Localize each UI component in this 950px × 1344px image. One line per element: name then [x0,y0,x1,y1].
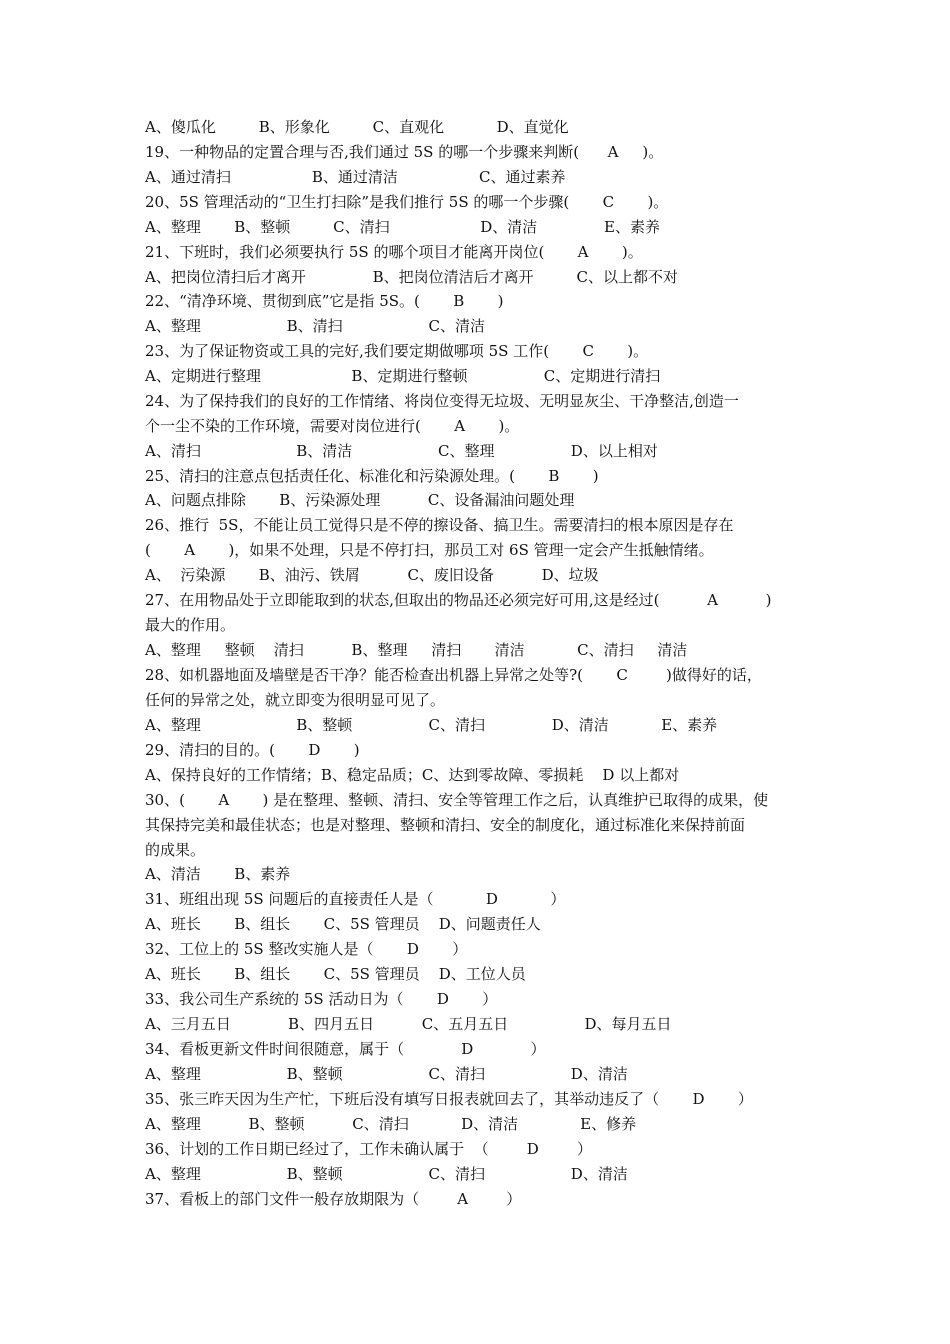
text-line: 33、我公司生产系统的 5S 活动日为（ D ） [145,990,498,1008]
text-line: 19、一种物品的定置合理与否,我们通过 5S 的哪一个步骤来判断( A )。 [145,143,664,161]
text-line: 36、计划的工作日期已经过了，工作未确认属于 （ D ） [145,1140,592,1158]
text-line: 23、为了保证物资或工具的完好,我们要定期做哪项 5S 工作( C )。 [145,342,649,360]
text-line: A、班长 B、组长 C、5S 管理员 D、工位人员 [145,965,526,983]
text-line: A、整理 B、整顿 C、清扫 D、清洁 E、素养 [145,716,718,734]
text-line: A、整理 B、整顿 C、清扫 D、清洁 [145,1165,628,1183]
text-line: A、整理 B、清扫 C、清洁 [145,317,485,335]
text-line: A、傻瓜化 B、形象化 C、直观化 D、直觉化 [145,118,569,136]
text-line: 21、下班时，我们必须要执行 5S 的哪个项目才能离开岗位( A )。 [145,243,643,261]
text-line: A、清洁 B、素养 [145,865,291,883]
text-line: 32、工位上的 5S 整改实施人是（ D ） [145,940,468,958]
text-line: A、把岗位清扫后才离开 B、把岗位清洁后才离开 C、以上都不对 [145,268,679,286]
text-line: A、定期进行整理 B、定期进行整顿 C、定期进行清扫 [145,367,661,385]
text-line: 25、清扫的注意点包括责任化、标准化和污染源处理。( B ) [145,467,599,485]
text-line: 30、( A ) 是在整理、整顿、清扫、安全等管理工作之后，认真维护已取得的成果，使 [145,791,769,809]
text-line: A、整理 B、整顿 C、清扫 D、清洁 E、修养 [145,1115,637,1133]
text-line: 34、看板更新文件时间很随意，属于（ D ） [145,1040,546,1058]
text-line: 其保持完美和最佳状态；也是对整理、整顿和清扫、安全的制度化，通过标准化来保持前面 [145,816,746,834]
text-line: 35、张三昨天因为生产忙，下班后没有填写日报表就回去了，其举动违反了（ D ） [145,1090,753,1108]
text-line: 27、在用物品处于立即能取到的状态,但取出的物品还必须完好可用,这是经过( A ) [145,591,772,609]
text-line: A、三月五日 B、四月五日 C、五月五日 D、每月五日 [145,1015,672,1033]
text-line: 22、“清净环境、贯彻到底”它是指 5S。( B ) [145,292,504,310]
text-line: A、保持良好的工作情绪；B、稳定品质；C、达到零故障、零损耗 D 以上都对 [145,766,680,784]
text-line: A、 污染源 B、油污、铁屑 C、废旧设备 D、垃圾 [145,566,599,584]
text-line: 29、清扫的目的。( D ) [145,741,360,759]
text-line: A、问题点排除 B、污染源处理 C、设备漏油问题处理 [145,491,575,509]
text-line: 26、推行 5S，不能让员工觉得只是不停的擦设备、搞卫生。需要清扫的根本原因是存在 [145,516,734,534]
text-line: 28、如机器地面及墙壁是否干净？能否检查出机器上异常之处等?( C )做得好的话， [145,666,762,684]
text-line: 24、为了保持我们的良好的工作情绪、将岗位变得无垃圾、无明显灰尘、干净整洁,创造一 [145,392,739,410]
text-line: 个一尘不染的工作环境，需要对岗位进行( A )。 [145,417,520,435]
text-line: A、清扫 B、清洁 C、整理 D、以上相对 [145,442,658,460]
text-line: 31、班组出现 5S 问题后的直接责任人是（ D ） [145,890,566,908]
text-line: A、通过清扫 B、通过清洁 C、通过素养 [145,168,566,186]
text-line: 37、看板上的部门文件一般存放期限为（ A ） [145,1190,522,1208]
text-line: A、整理 B、整顿 C、清扫 D、清洁 E、素养 [145,218,660,236]
text-line: 20、5S 管理活动的“卫生打扫除”是我们推行 5S 的哪一个步骤( C )。 [145,193,669,211]
text-line: A、整理 B、整顿 C、清扫 D、清洁 [145,1065,628,1083]
text-line: A、班长 B、组长 C、5S 管理员 D、问题责任人 [145,915,541,933]
text-line: 最大的作用。 [145,616,236,634]
text-line: 的成果。 [145,841,206,859]
text-line: 任何的异常之处，就立即变为很明显可见了。 [145,691,446,709]
text-line: A、整理 整顿 清扫 B、整理 清扫 清洁 C、清扫 清洁 [145,641,688,659]
text-line: ( A )，如果不处理，只是不停打扫，那员工对 6S 管理一定会产生抵触情绪。 [145,541,714,559]
